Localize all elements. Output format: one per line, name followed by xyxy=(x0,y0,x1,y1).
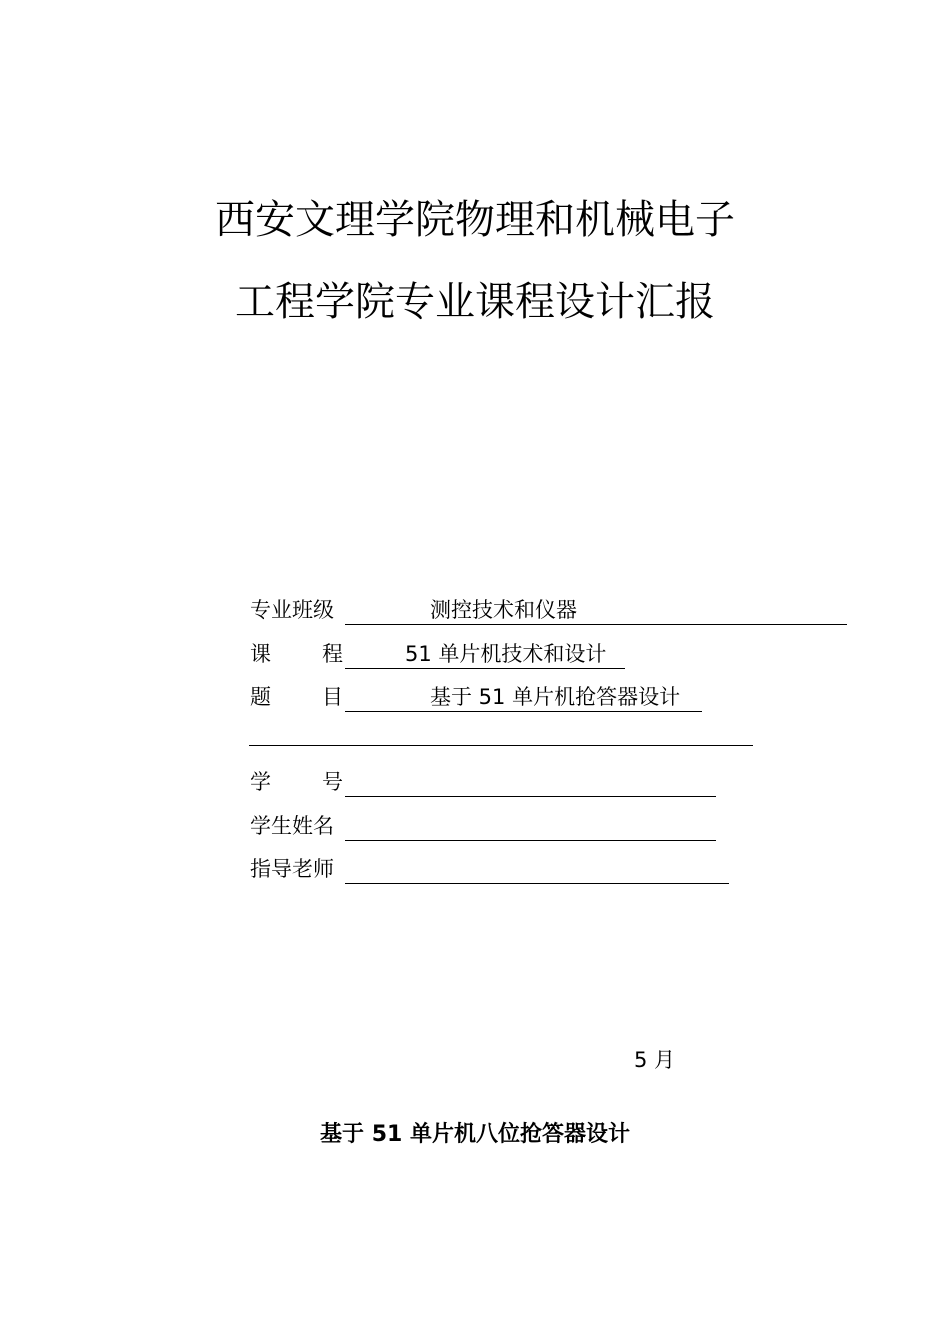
field-student-name-label: 学生姓名 xyxy=(250,814,334,838)
field-course-label-char-1: 课 xyxy=(250,642,271,666)
field-student-id-label-char-1: 学 xyxy=(250,770,271,794)
field-course-value: 51 单片机技术和设计 xyxy=(405,642,607,666)
topic-continuation-line xyxy=(249,745,753,746)
report-title-line-1: 西安文理学院物理和机械电子 xyxy=(215,197,735,243)
field-major-value-underline xyxy=(345,596,847,625)
field-major-value: 测控技术和仪器 xyxy=(430,598,577,622)
field-student-id-label-char-2: 号 xyxy=(322,770,343,794)
field-major-label: 专业班级 xyxy=(250,598,334,622)
field-course-label-char-2: 程 xyxy=(322,642,343,666)
field-topic-label-char-1: 题 xyxy=(250,685,271,709)
field-advisor-value-underline[interactable] xyxy=(345,855,729,884)
field-student-name-value-underline[interactable] xyxy=(345,812,716,841)
field-course-value-underline xyxy=(345,640,625,669)
field-advisor-label: 指导老师 xyxy=(250,857,334,881)
field-topic-value: 基于 51 单片机抢答器设计 xyxy=(430,685,681,709)
report-date: 5 月 xyxy=(634,1048,676,1072)
report-subtitle: 基于 51 单片机八位抢答器设计 xyxy=(320,1122,630,1147)
field-topic-value-underline xyxy=(345,683,702,712)
field-student-id-value-underline[interactable] xyxy=(345,768,716,797)
field-topic-label-char-2: 目 xyxy=(322,685,343,709)
report-title-line-2: 工程学院专业课程设计汇报 xyxy=(235,279,715,325)
